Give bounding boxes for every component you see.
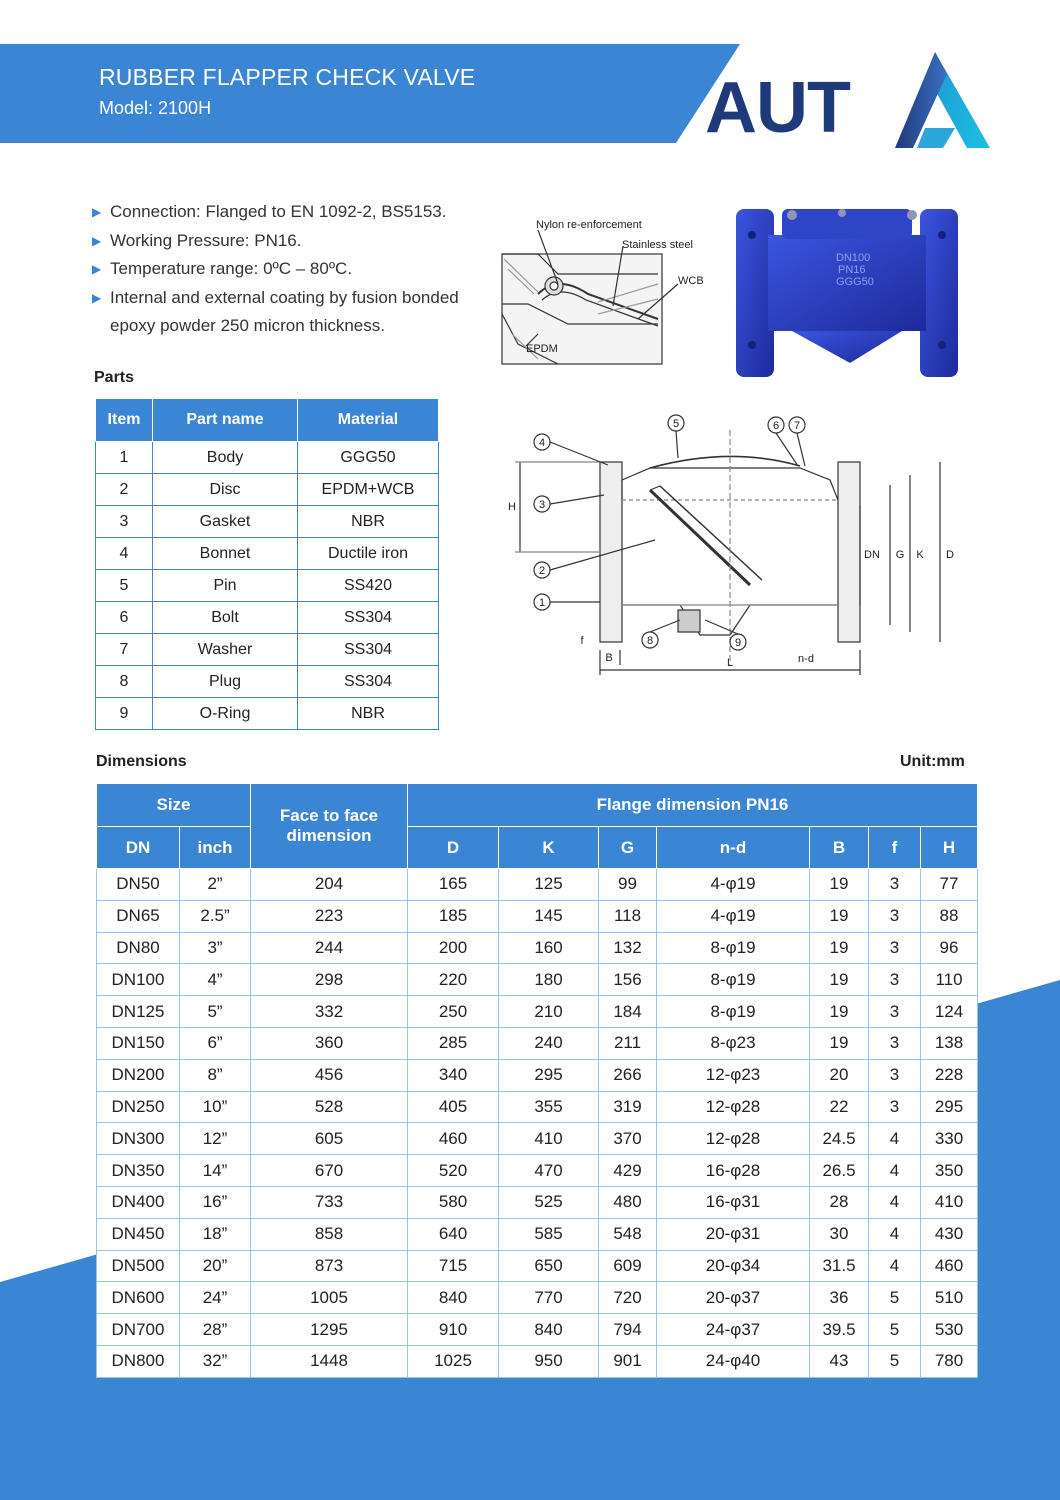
table-cell: DN150 (97, 1027, 180, 1059)
cast-line-1: DN100 (836, 252, 871, 264)
dim-k: K (916, 549, 924, 561)
table-cell: 185 (408, 900, 499, 932)
label-stainless-steel: Stainless steel (622, 239, 693, 251)
feature-list (92, 198, 502, 341)
table-cell: 266 (599, 1059, 657, 1091)
table-cell: 24-φ37 (657, 1314, 810, 1346)
table-row: 8 Plug SS304 (96, 666, 439, 698)
parts-header-item: Item (96, 399, 153, 442)
header-dn: DN (97, 827, 180, 869)
dim-l: L (726, 657, 734, 669)
table-row (97, 1345, 978, 1377)
table-cell: 18” (180, 1218, 251, 1250)
table-cell: 4-φ19 (657, 869, 810, 901)
header-f: f (869, 827, 921, 869)
table-cell: 88 (921, 900, 978, 932)
callout-5: 5 (672, 418, 680, 430)
table-row: 7 Washer SS304 (96, 634, 439, 666)
table-cell: 530 (921, 1314, 978, 1346)
callout-6: 6 (772, 420, 780, 432)
table-cell: 6” (180, 1027, 251, 1059)
table-cell: 36 (810, 1282, 869, 1314)
table-row (97, 869, 978, 901)
table-row (97, 1027, 978, 1059)
header-size: Size (97, 784, 251, 827)
table-cell: 4 (869, 1155, 921, 1187)
table-cell: 32” (180, 1345, 251, 1377)
brand-logo (705, 50, 995, 160)
table-cell: 609 (599, 1250, 657, 1282)
table-row (97, 1314, 978, 1346)
table-cell: 118 (599, 900, 657, 932)
table-cell: 670 (251, 1155, 408, 1187)
table-cell: 1448 (251, 1345, 408, 1377)
table-cell: 5 (869, 1282, 921, 1314)
table-cell: 12” (180, 1123, 251, 1155)
table-cell: 5 (869, 1345, 921, 1377)
table-cell: 110 (921, 964, 978, 996)
table-cell: 16” (180, 1186, 251, 1218)
table-cell: 19 (810, 932, 869, 964)
table-cell: 19 (810, 900, 869, 932)
bullet-arrow-icon: ▶ (92, 262, 102, 276)
table-cell: 250 (408, 996, 499, 1028)
table-row: 3 Gasket NBR (96, 506, 439, 538)
table-cell: 8-φ19 (657, 964, 810, 996)
table-cell: 840 (408, 1282, 499, 1314)
header-g: G (599, 827, 657, 869)
table-cell: 12-φ28 (657, 1123, 810, 1155)
table-cell: 165 (408, 869, 499, 901)
label-nylon: Nylon re-enforcement (536, 219, 642, 231)
table-row (97, 1282, 978, 1314)
table-cell: 28” (180, 1314, 251, 1346)
callout-7: 7 (793, 420, 801, 432)
table-row (97, 996, 978, 1028)
callout-9: 9 (734, 637, 742, 649)
table-cell: 211 (599, 1027, 657, 1059)
table-cell: 460 (921, 1250, 978, 1282)
table-cell: 200 (408, 932, 499, 964)
table-row (97, 964, 978, 996)
dim-nd: n-d (798, 653, 814, 665)
table-cell: 858 (251, 1218, 408, 1250)
table-cell: 16-φ28 (657, 1155, 810, 1187)
table-cell: 1025 (408, 1345, 499, 1377)
table-cell: 8-φ23 (657, 1027, 810, 1059)
table-cell: 19 (810, 1027, 869, 1059)
table-cell: 28 (810, 1186, 869, 1218)
table-cell: 733 (251, 1186, 408, 1218)
table-cell: 228 (921, 1059, 978, 1091)
table-cell: DN450 (97, 1218, 180, 1250)
table-cell: 8-φ19 (657, 932, 810, 964)
table-cell: 720 (599, 1282, 657, 1314)
header-h: H (921, 827, 978, 869)
table-cell: 223 (251, 900, 408, 932)
callout-1: 4 (538, 437, 546, 449)
table-cell: 96 (921, 932, 978, 964)
table-cell: 16-φ31 (657, 1186, 810, 1218)
table-cell: 8-φ19 (657, 996, 810, 1028)
table-cell: 1295 (251, 1314, 408, 1346)
table-cell: 19 (810, 869, 869, 901)
table-cell: DN80 (97, 932, 180, 964)
table-cell: 240 (499, 1027, 599, 1059)
table-row: 4 Bonnet Ductile iron (96, 538, 439, 570)
valve-section-drawing (500, 410, 960, 680)
table-cell: 5 (869, 1314, 921, 1346)
header-b: B (810, 827, 869, 869)
table-cell: 910 (408, 1314, 499, 1346)
table-cell: 510 (921, 1282, 978, 1314)
table-cell: 210 (499, 996, 599, 1028)
table-cell: 3 (869, 932, 921, 964)
table-cell: 332 (251, 996, 408, 1028)
parts-header-name: Part name (153, 399, 298, 442)
table-cell: 605 (251, 1123, 408, 1155)
table-cell: 430 (921, 1218, 978, 1250)
table-cell: 14” (180, 1155, 251, 1187)
table-cell: 429 (599, 1155, 657, 1187)
callout-8: 8 (646, 635, 654, 647)
table-cell: 20” (180, 1250, 251, 1282)
callout-3: 2 (538, 565, 546, 577)
table-cell: 3 (869, 1027, 921, 1059)
unit-label: Unit:mm (900, 753, 965, 770)
dim-b: B (605, 652, 613, 664)
table-cell: 3 (869, 1091, 921, 1123)
table-cell: 460 (408, 1123, 499, 1155)
table-cell: 220 (408, 964, 499, 996)
table-cell: 950 (499, 1345, 599, 1377)
parts-header-material: Material (298, 399, 439, 442)
table-cell: 794 (599, 1314, 657, 1346)
table-row (97, 1059, 978, 1091)
dim-d: D (946, 549, 954, 561)
table-cell: 39.5 (810, 1314, 869, 1346)
table-row (97, 900, 978, 932)
table-cell: 350 (921, 1155, 978, 1187)
header-d: D (408, 827, 499, 869)
table-cell: 31.5 (810, 1250, 869, 1282)
table-cell: 456 (251, 1059, 408, 1091)
table-cell: 77 (921, 869, 978, 901)
table-cell: 20-φ31 (657, 1218, 810, 1250)
table-cell: 770 (499, 1282, 599, 1314)
table-cell: 24.5 (810, 1123, 869, 1155)
feature-item: ▶ Connection: Flanged to EN 1092-2, BS5153. (92, 198, 502, 227)
table-cell: 873 (251, 1250, 408, 1282)
table-cell: 145 (499, 900, 599, 932)
callout-4: 1 (538, 597, 546, 609)
table-row (97, 1218, 978, 1250)
table-row: 6 Bolt SS304 (96, 602, 439, 634)
table-cell: 340 (408, 1059, 499, 1091)
table-cell: 285 (408, 1027, 499, 1059)
table-row (97, 1155, 978, 1187)
table-cell: 99 (599, 869, 657, 901)
table-cell: 470 (499, 1155, 599, 1187)
table-cell: 319 (599, 1091, 657, 1123)
table-cell: DN200 (97, 1059, 180, 1091)
table-cell: 26.5 (810, 1155, 869, 1187)
table-cell: DN300 (97, 1123, 180, 1155)
table-cell: 3 (869, 900, 921, 932)
table-cell: 4 (869, 1218, 921, 1250)
parts-heading: Parts (94, 369, 135, 386)
table-cell: DN100 (97, 964, 180, 996)
table-cell: 125 (499, 869, 599, 901)
table-row (97, 932, 978, 964)
table-cell: 355 (499, 1091, 599, 1123)
table-cell: 156 (599, 964, 657, 996)
logo-triangle-icon (895, 50, 995, 150)
table-cell: 160 (499, 932, 599, 964)
table-cell: DN500 (97, 1250, 180, 1282)
header-nd: n-d (657, 827, 810, 869)
table-cell: 12-φ28 (657, 1091, 810, 1123)
table-cell: 244 (251, 932, 408, 964)
table-cell: 410 (921, 1186, 978, 1218)
table-cell: 138 (921, 1027, 978, 1059)
table-cell: DN125 (97, 996, 180, 1028)
header-flange: Flange dimension PN16 (408, 784, 978, 827)
table-cell: 295 (499, 1059, 599, 1091)
table-cell: 525 (499, 1186, 599, 1218)
table-cell: 295 (921, 1091, 978, 1123)
table-cell: 840 (499, 1314, 599, 1346)
table-cell: 528 (251, 1091, 408, 1123)
feature-item: ▶ Internal and external coating by fusion bonded epoxy powder 250 micron thickness. (92, 284, 502, 341)
table-cell: DN800 (97, 1345, 180, 1377)
table-cell: 4 (869, 1186, 921, 1218)
table-cell: 184 (599, 996, 657, 1028)
table-row (97, 1186, 978, 1218)
dim-g: G (895, 549, 905, 561)
parts-table (95, 398, 439, 730)
product-photo (732, 205, 962, 380)
page-title: RUBBER FLAPPER CHECK VALVE (99, 64, 476, 90)
table-cell: DN400 (97, 1186, 180, 1218)
table-cell: 204 (251, 869, 408, 901)
table-cell: 3 (869, 964, 921, 996)
table-cell: DN250 (97, 1091, 180, 1123)
table-cell: 4 (869, 1250, 921, 1282)
table-cell: 360 (251, 1027, 408, 1059)
table-cell: 8” (180, 1059, 251, 1091)
bullet-arrow-icon: ▶ (92, 290, 102, 305)
table-cell: 10” (180, 1091, 251, 1123)
table-row: 1 Body GGG50 (96, 442, 439, 474)
table-cell: 640 (408, 1218, 499, 1250)
table-cell: 3 (869, 869, 921, 901)
table-cell: 548 (599, 1218, 657, 1250)
feature-item: ▶ Working Pressure: PN16. (92, 227, 502, 256)
table-cell: 12-φ23 (657, 1059, 810, 1091)
table-cell: 901 (599, 1345, 657, 1377)
feature-item: ▶ Temperature range: 0ºC – 80ºC. (92, 255, 502, 284)
table-cell: 780 (921, 1345, 978, 1377)
callout-2: 3 (538, 499, 546, 511)
table-row: 9 O-Ring NBR (96, 698, 439, 730)
table-cell: 19 (810, 964, 869, 996)
table-cell: 24-φ40 (657, 1345, 810, 1377)
dimensions-table (96, 783, 978, 1378)
table-row: 5 Pin SS420 (96, 570, 439, 602)
table-cell: 124 (921, 996, 978, 1028)
bullet-arrow-icon: ▶ (92, 205, 102, 219)
table-cell: 650 (499, 1250, 599, 1282)
table-row (97, 1123, 978, 1155)
table-cell: 410 (499, 1123, 599, 1155)
label-wcb: WCB (678, 275, 704, 287)
table-cell: 330 (921, 1123, 978, 1155)
table-cell: 480 (599, 1186, 657, 1218)
bullet-arrow-icon: ▶ (92, 233, 102, 248)
table-cell: 3” (180, 932, 251, 964)
table-cell: 580 (408, 1186, 499, 1218)
table-row (97, 1091, 978, 1123)
table-cell: 3 (869, 1059, 921, 1091)
dim-dn: DN (864, 549, 880, 561)
table-cell: 30 (810, 1218, 869, 1250)
cast-line-2: PN16 (838, 264, 866, 276)
table-cell: DN50 (97, 869, 180, 901)
table-cell: 4” (180, 964, 251, 996)
model-number: Model: 2100H (99, 98, 212, 118)
header-face-to-face: Face to face dimension (251, 784, 408, 869)
logo-text: AUT (705, 68, 850, 148)
table-cell: 405 (408, 1091, 499, 1123)
label-epdm: EPDM (526, 343, 558, 355)
table-cell: 19 (810, 996, 869, 1028)
table-row: 2 Disc EPDM+WCB (96, 474, 439, 506)
header-k: K (499, 827, 599, 869)
table-cell: DN700 (97, 1314, 180, 1346)
table-cell: 520 (408, 1155, 499, 1187)
dim-h: H (508, 501, 516, 513)
table-cell: 2.5” (180, 900, 251, 932)
table-cell: 298 (251, 964, 408, 996)
table-cell: 3 (869, 996, 921, 1028)
table-cell: 180 (499, 964, 599, 996)
cast-line-3: GGG50 (836, 276, 874, 288)
table-cell: 20 (810, 1059, 869, 1091)
table-cell: 1005 (251, 1282, 408, 1314)
dimensions-body (97, 869, 978, 1378)
table-cell: 43 (810, 1345, 869, 1377)
table-row (97, 1250, 978, 1282)
table-cell: 20-φ37 (657, 1282, 810, 1314)
table-cell: 4-φ19 (657, 900, 810, 932)
disc-detail-diagram (498, 214, 710, 374)
table-cell: 20-φ34 (657, 1250, 810, 1282)
table-cell: DN600 (97, 1282, 180, 1314)
table-cell: 2” (180, 869, 251, 901)
table-cell: DN65 (97, 900, 180, 932)
table-cell: 370 (599, 1123, 657, 1155)
table-cell: 5” (180, 996, 251, 1028)
table-cell: 715 (408, 1250, 499, 1282)
header-inch: inch (180, 827, 251, 869)
dim-f: f (580, 635, 584, 647)
table-cell: 22 (810, 1091, 869, 1123)
table-cell: 24” (180, 1282, 251, 1314)
table-cell: 585 (499, 1218, 599, 1250)
table-cell: DN350 (97, 1155, 180, 1187)
table-cell: 4 (869, 1123, 921, 1155)
table-cell: 132 (599, 932, 657, 964)
dimensions-heading: Dimensions (96, 753, 187, 770)
